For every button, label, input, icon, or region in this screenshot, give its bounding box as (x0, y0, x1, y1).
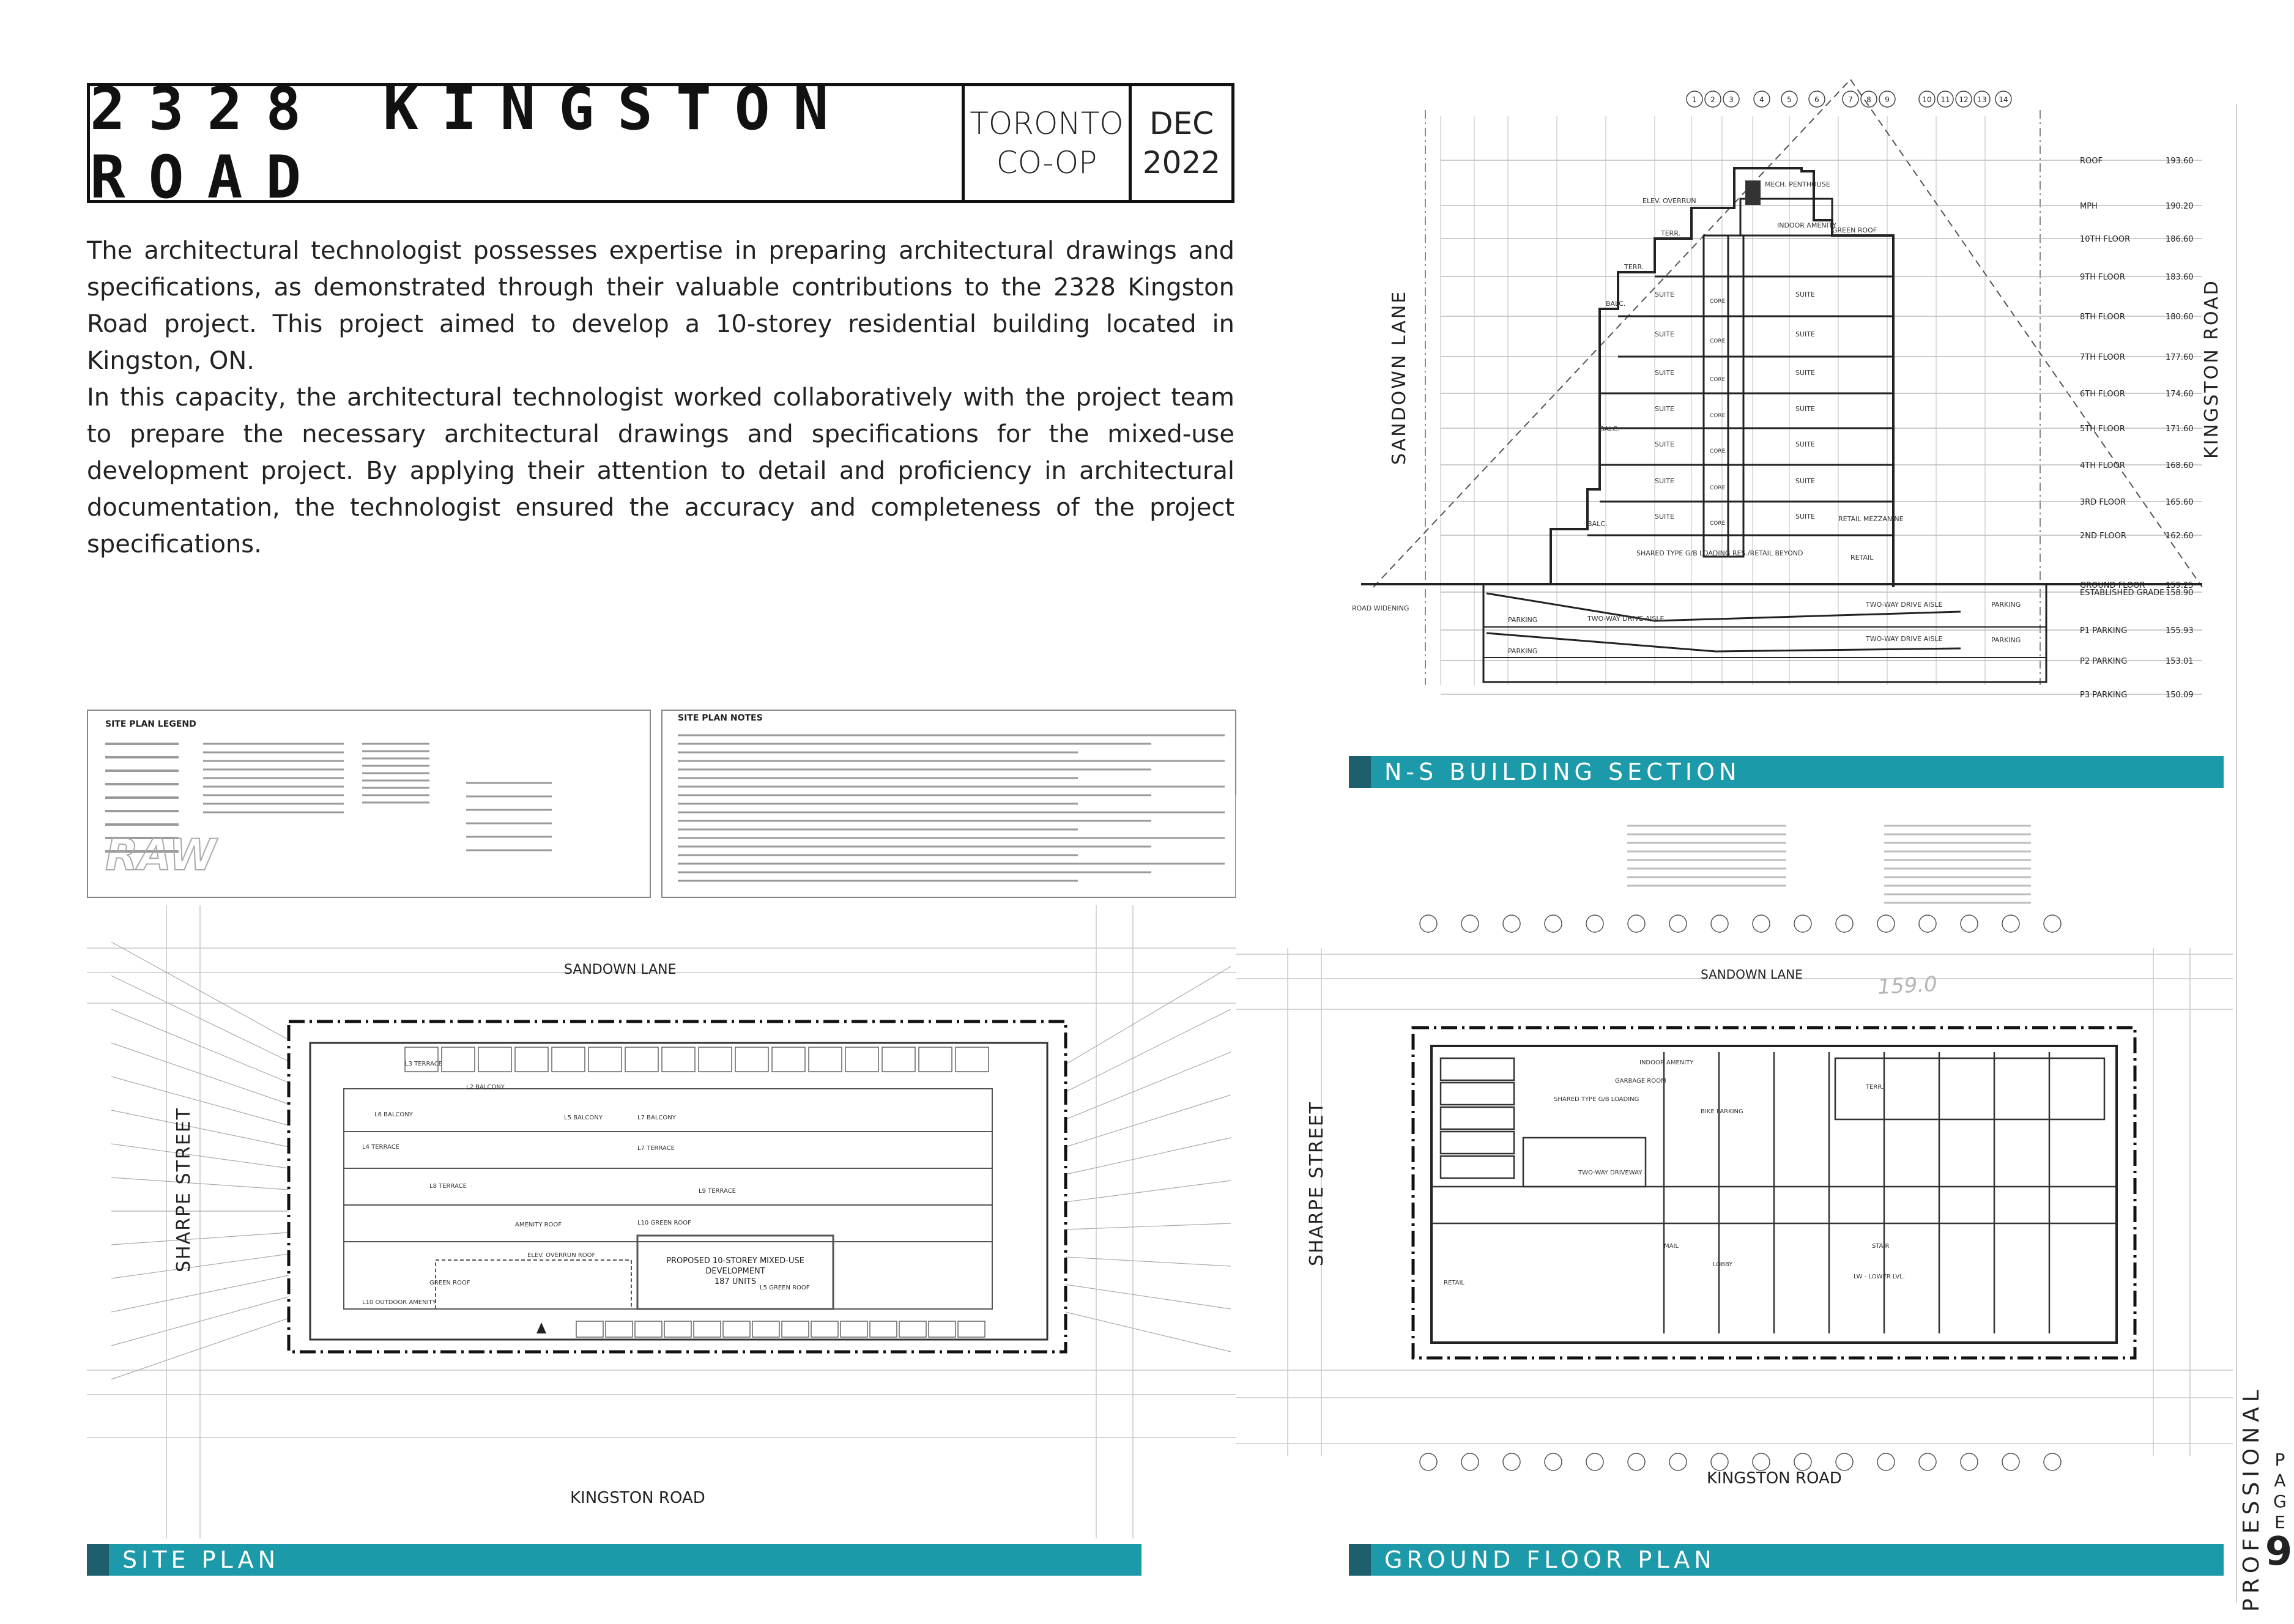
suite-label: SUITE (1795, 291, 1815, 298)
grid-bubble-label: 13 (1977, 95, 1987, 104)
balcony-bay (515, 1047, 548, 1072)
drive-aisle-label: TWO-WAY DRIVE AISLE (1587, 615, 1665, 623)
level-elevation: 193.60 (2166, 157, 2194, 166)
balcony-bay (694, 1321, 721, 1337)
grid-bubble (1711, 915, 1728, 932)
callout-leader (1066, 1181, 1231, 1202)
suite-label: SUITE (1795, 330, 1815, 338)
roof-area-label: L10 OUTDOOR AMENITY (362, 1299, 436, 1306)
sharpe-street-label: SHARPE STREET (1306, 1101, 1327, 1266)
project-title: 2328 KINGSTON ROAD (90, 86, 965, 200)
room-label: TERR. (1866, 1084, 1884, 1091)
drive-aisle-label: TWO-WAY DRIVE AISLE (1866, 635, 1943, 643)
suite-label: SUITE (1655, 440, 1674, 448)
grid-bubble (1877, 915, 1895, 932)
date-year: 2022 (1142, 145, 1221, 180)
storage-room (1441, 1132, 1514, 1154)
grid-bubble (1753, 915, 1770, 932)
site-plan-legend-and-notes (87, 710, 1237, 899)
level-name: MPH (2080, 202, 2098, 211)
level-elevation: 165.60 (2166, 498, 2194, 507)
roof-area-label: L6 BALCONY (374, 1111, 413, 1118)
level-name: 9TH FLOOR (2080, 273, 2125, 282)
road-widening-label: ROAD WIDENING (1352, 604, 1409, 612)
site-plan-drawing (87, 905, 1237, 1538)
parking-label: PARKING (1508, 616, 1538, 624)
balcony-bay (662, 1047, 695, 1072)
roof-area-label: L3 TERRACE (405, 1061, 442, 1067)
level-name: P2 PARKING (2080, 657, 2128, 666)
core-label: CORE (1710, 338, 1726, 344)
callout-leader (1066, 1223, 1231, 1229)
balcony-bay (870, 1321, 897, 1337)
core-label: CORE (1710, 448, 1726, 454)
suite-label: SUITE (1795, 369, 1815, 377)
storage-room (1441, 1107, 1514, 1129)
description-paragraph-2: In this capacity, the architectural technologist worked collaboratively with the project team to prepare the necessary architectural drawings and specifications for the mixed-use development project. By applying their attention to detail and proficiency in architectural documentation, the technologist ensured the accuracy and completeness of the project specifications. (87, 384, 1234, 558)
drive-aisle-label: TWO-WAY DRIVE AISLE (1866, 601, 1943, 609)
balcony-bay (782, 1321, 809, 1337)
retail-mezzanine-label: RETAIL MEZZANINE (1838, 515, 1904, 523)
elev-overrun-label: ELEV. OVERRUN (1643, 197, 1696, 205)
grid-bubble (1461, 1453, 1479, 1470)
page-letter: P (2274, 1450, 2285, 1470)
sandown-lane-label: SANDOWN LANE (1701, 967, 1803, 982)
balcony-bay (588, 1047, 622, 1072)
balcony-bay (735, 1047, 768, 1072)
grid-bubble (1919, 915, 1936, 932)
section-tab (87, 1544, 109, 1576)
callout-leader (1066, 1138, 1231, 1174)
proposal-line-2: DEVELOPMENT (705, 1267, 765, 1276)
grid-bubble (2002, 915, 2019, 932)
parking-label: PARKING (1991, 636, 2021, 644)
grid-bubble (1503, 915, 1520, 932)
date-cell (1132, 86, 1231, 200)
level-name: P3 PARKING (2080, 691, 2128, 700)
drive-aisle (1523, 1138, 1646, 1187)
suite-label: SUITE (1655, 513, 1674, 521)
callout-leader (1066, 1312, 1231, 1352)
core-label: CORE (1710, 413, 1726, 419)
legend-title: SITE PLAN LEGEND (105, 719, 196, 729)
page-number: 9 (2265, 1529, 2293, 1574)
level-name: ESTABLISHED GRADE (2080, 588, 2165, 598)
grid-bubble (1545, 915, 1562, 932)
balcony-bay (899, 1321, 926, 1337)
date-month: DEC (1149, 106, 1214, 141)
level-name: 7TH FLOOR (2080, 353, 2125, 362)
room-label: STAIR (1872, 1243, 1890, 1250)
core-label: CORE (1710, 377, 1726, 383)
grid-bubble-label: 6 (1814, 95, 1819, 104)
roof-area-label: L8 TERRACE (429, 1183, 467, 1190)
suite-label: SUITE (1795, 440, 1815, 448)
room-label: LW - LOWER LVL. (1854, 1274, 1905, 1280)
level-elevation: 162.60 (2166, 532, 2194, 541)
city-cell (965, 86, 1132, 200)
roof-area-label: L4 TERRACE (362, 1144, 399, 1151)
kingston-road-label: KINGSTON ROAD (1707, 1469, 1842, 1488)
lot-dimension: 159.0 (1877, 971, 1938, 999)
north-arrow-icon (536, 1322, 546, 1333)
grid-bubble-label: 9 (1885, 95, 1890, 104)
balcony-bay (606, 1321, 633, 1337)
grid-bubble (1586, 915, 1603, 932)
suite-label: SUITE (1655, 477, 1674, 485)
balcony-bay (723, 1321, 750, 1337)
sandown-lane-label: SANDOWN LANE (1389, 289, 1410, 465)
level-name: 8TH FLOOR (2080, 313, 2125, 322)
callout-leader (1066, 1285, 1231, 1309)
indoor-amenity-label: INDOOR AMENITY (1777, 221, 1837, 229)
balcony-label: BALC. (1606, 300, 1626, 308)
raw-logo: RAW (105, 830, 217, 880)
grid-bubble-label: 14 (1999, 95, 2008, 104)
grid-bubble (1836, 1453, 1853, 1470)
grid-bubble (1503, 1453, 1520, 1470)
proposal-line-1: PROPOSED 10-STOREY MIXED-USE (666, 1256, 804, 1266)
grid-bubble (1877, 1453, 1895, 1470)
balcony-bay (552, 1047, 585, 1072)
grid-bubble-label: 2 (1710, 95, 1715, 104)
section-tab (1349, 1544, 1371, 1576)
roof-area-label: AMENITY ROOF (515, 1222, 562, 1228)
grid-bubble-label: 1 (1692, 95, 1697, 104)
grid-bubble-label: 10 (1922, 95, 1932, 104)
grid-bubble (1836, 915, 1853, 932)
balcony-bay (625, 1047, 658, 1072)
level-name: ROOF (2080, 157, 2103, 166)
level-elevation: 174.60 (2166, 390, 2194, 399)
section-label-site-plan (87, 1544, 1141, 1576)
terrace-label: TERR. (1624, 263, 1644, 271)
section-tab (1349, 756, 1371, 788)
roof-area-label: L9 TERRACE (699, 1188, 736, 1195)
roof-area-label: L7 TERRACE (637, 1145, 675, 1152)
level-elevation: 186.60 (2166, 235, 2194, 244)
ground-floor-plan-drawing (1236, 795, 2233, 1538)
roof-area-label: L2 BALCONY (466, 1084, 505, 1091)
title-block (87, 75, 1234, 212)
roof-area-label: L5 BALCONY (564, 1114, 603, 1121)
balcony-bay (772, 1047, 805, 1072)
suite-label: SUITE (1795, 405, 1815, 413)
balcony-bay (442, 1047, 475, 1072)
grid-bubble (1961, 1453, 1978, 1470)
page-letter: E (2274, 1512, 2285, 1532)
balcony-bay (752, 1321, 779, 1337)
callout-leader (1066, 966, 1231, 1064)
mech-penthouse-label: MECH. PENTHOUSE (1765, 180, 1830, 188)
room-label: RETAIL (1444, 1280, 1464, 1286)
balcony-bay (809, 1047, 842, 1072)
page-letter: G (2273, 1491, 2287, 1511)
balcony-bay (958, 1321, 985, 1337)
room-label: LOBBY (1713, 1261, 1733, 1268)
suite-label: SUITE (1655, 291, 1674, 298)
balcony-bay (635, 1321, 662, 1337)
balcony-bay (841, 1321, 867, 1337)
level-name: 4TH FLOOR (2080, 461, 2125, 470)
balcony-bay (882, 1047, 915, 1072)
balcony-bay (576, 1321, 603, 1337)
grid-bubble (1586, 1453, 1603, 1470)
grid-bubbles (1687, 91, 2011, 107)
notes-title: SITE PLAN NOTES (678, 713, 763, 723)
roof-area-label: GREEN ROOF (429, 1280, 470, 1286)
core-label: CORE (1710, 298, 1726, 305)
grid-bubble-label: 11 (1940, 95, 1950, 104)
roof-area-label: L5 GREEN ROOF (760, 1285, 810, 1291)
grid-bubble-label: 8 (1866, 95, 1871, 104)
room-label: MAIL (1664, 1243, 1679, 1250)
city-line-1: TORONTO (970, 106, 1124, 141)
grid-bubble (2044, 915, 2061, 932)
grid-bubble-label: 12 (1959, 95, 1969, 104)
room-label: INDOOR AMENITY (1639, 1059, 1694, 1066)
balcony-label: BALC. (1587, 520, 1608, 528)
grid-bubble (1961, 915, 1978, 932)
level-name: 10TH FLOOR (2080, 235, 2131, 244)
balcony-bay (699, 1047, 732, 1072)
level-elevation: 159.25 (2166, 581, 2194, 590)
level-elevation: 150.09 (2166, 691, 2194, 700)
storage-room (1441, 1156, 1514, 1178)
balcony-bay (929, 1321, 956, 1337)
suite-label: SUITE (1795, 477, 1815, 485)
section-label-building-section (1349, 756, 2224, 788)
level-elevation: 177.60 (2166, 353, 2194, 362)
callout-leader (1066, 1257, 1231, 1266)
callout-leader (1066, 1095, 1231, 1147)
callout-leader (1066, 1009, 1231, 1092)
suite-label: SUITE (1795, 513, 1815, 521)
page-word (2271, 1450, 2289, 1533)
balcony-bay (811, 1321, 838, 1337)
grid-bubble (1794, 1453, 1811, 1470)
parking-label: PARKING (1991, 601, 2021, 609)
balcony-bay (478, 1047, 511, 1072)
grid-bubble (1420, 915, 1437, 932)
room-label: BIKE PARKING (1701, 1108, 1743, 1115)
level-name: 6TH FLOOR (2080, 390, 2125, 399)
suite-label: SUITE (1655, 330, 1674, 338)
section-title: SITE PLAN (122, 1546, 280, 1573)
green-roof-label: GREEN ROOF (1832, 226, 1877, 234)
level-elevation: 183.60 (2166, 273, 2194, 282)
roof-area-label: ELEV. OVERRUN ROOF (527, 1252, 596, 1259)
grid-bubble (2044, 1453, 2061, 1470)
side-category-label: PROFESSIONAL (2239, 1385, 2264, 1612)
level-elevation: 168.60 (2166, 461, 2194, 470)
grid-bubble (1794, 915, 1811, 932)
callout-leader (1066, 1052, 1231, 1119)
core-label: CORE (1710, 521, 1726, 527)
section-label-ground-floor-plan (1349, 1544, 2224, 1576)
grid-bubble (1669, 1453, 1687, 1470)
suite-label: SUITE (1655, 369, 1674, 377)
roof-area-label: L7 BALCONY (637, 1114, 676, 1121)
kingston-road-label: KINGSTON ROAD (2201, 279, 2222, 459)
room-label: SHARED TYPE G/B LOADING (1554, 1096, 1639, 1103)
balcony-bay (405, 1047, 438, 1072)
level-elevation: 171.60 (2166, 425, 2194, 434)
grid-bubble (1669, 915, 1687, 932)
level-elevation: 190.20 (2166, 202, 2194, 211)
building-section-drawing (1349, 61, 2224, 752)
balcony-bay (664, 1321, 691, 1337)
grid-bubble (1628, 915, 1645, 932)
balcony-bay (956, 1047, 989, 1072)
level-name: P1 PARKING (2080, 626, 2128, 636)
grid-bubble (1753, 1453, 1770, 1470)
balcony-bay (845, 1047, 878, 1072)
level-elevation: 153.01 (2166, 657, 2194, 666)
grid-bubble (1461, 915, 1479, 932)
loading-label: SHARED TYPE G/B LOADING RES./RETAIL BEYOND (1636, 549, 1803, 557)
level-name: 3RD FLOOR (2080, 498, 2126, 507)
room-label: TWO-WAY DRIVEWAY (1578, 1170, 1643, 1176)
grid-bubble (1628, 1453, 1645, 1470)
terrace-label: TERR. (1661, 229, 1681, 237)
side-category (2233, 1385, 2264, 1612)
grid-bubble (1420, 1453, 1437, 1470)
parking-label: PARKING (1508, 647, 1538, 655)
grid-bubble-label: 7 (1848, 95, 1853, 104)
section-title: GROUND FLOOR PLAN (1384, 1546, 1716, 1573)
kingston-road-label: KINGSTON ROAD (570, 1489, 705, 1507)
storage-room (1441, 1083, 1514, 1105)
proposal-line-3: 187 UNITS (714, 1277, 757, 1286)
level-elevation: 180.60 (2166, 313, 2194, 322)
grid-bubble (2002, 1453, 2019, 1470)
balcony-label: BALC. (1600, 425, 1620, 433)
description-paragraph-1: The architectural technologist possesses expertise in preparing architectural drawings and specifications, as demonstrated through their valuable contributions to the 2328 Kingston Road project. This project aimed to develop a 10-storey residential building located in Kingston, ON. (87, 237, 1234, 375)
page-letter: A (2274, 1470, 2286, 1491)
level-elevation: 158.90 (2166, 588, 2194, 598)
level-name: 2ND FLOOR (2080, 532, 2126, 541)
suite-label: SUITE (1655, 405, 1674, 413)
city-line-2: CO-OP (996, 145, 1097, 180)
level-name: 5TH FLOOR (2080, 425, 2125, 434)
page-divider (2236, 104, 2237, 1603)
balcony-bay (919, 1047, 952, 1072)
grid-bubble (1711, 1453, 1728, 1470)
roof-area-label: L10 GREEN ROOF (637, 1220, 691, 1226)
grid-bubble-label: 4 (1759, 95, 1764, 104)
storage-room (1441, 1058, 1514, 1080)
section-title: N-S BUILDING SECTION (1384, 758, 1741, 785)
level-elevation: 155.93 (2166, 626, 2194, 636)
retail-label: RETAIL (1850, 554, 1874, 562)
core-label: CORE (1710, 485, 1726, 491)
level-name: GROUND FLOOR (2080, 581, 2145, 590)
project-description (87, 232, 1234, 563)
sharpe-street-label: SHARPE STREET (173, 1107, 195, 1272)
sandown-lane-label: SANDOWN LANE (564, 962, 677, 977)
grid-bubble-label: 3 (1729, 95, 1734, 104)
grid-bubble-label: 5 (1787, 95, 1792, 104)
room-label: GARBAGE ROOM (1615, 1078, 1666, 1085)
grid-bubble (1545, 1453, 1562, 1470)
grid-bubble (1919, 1453, 1936, 1470)
